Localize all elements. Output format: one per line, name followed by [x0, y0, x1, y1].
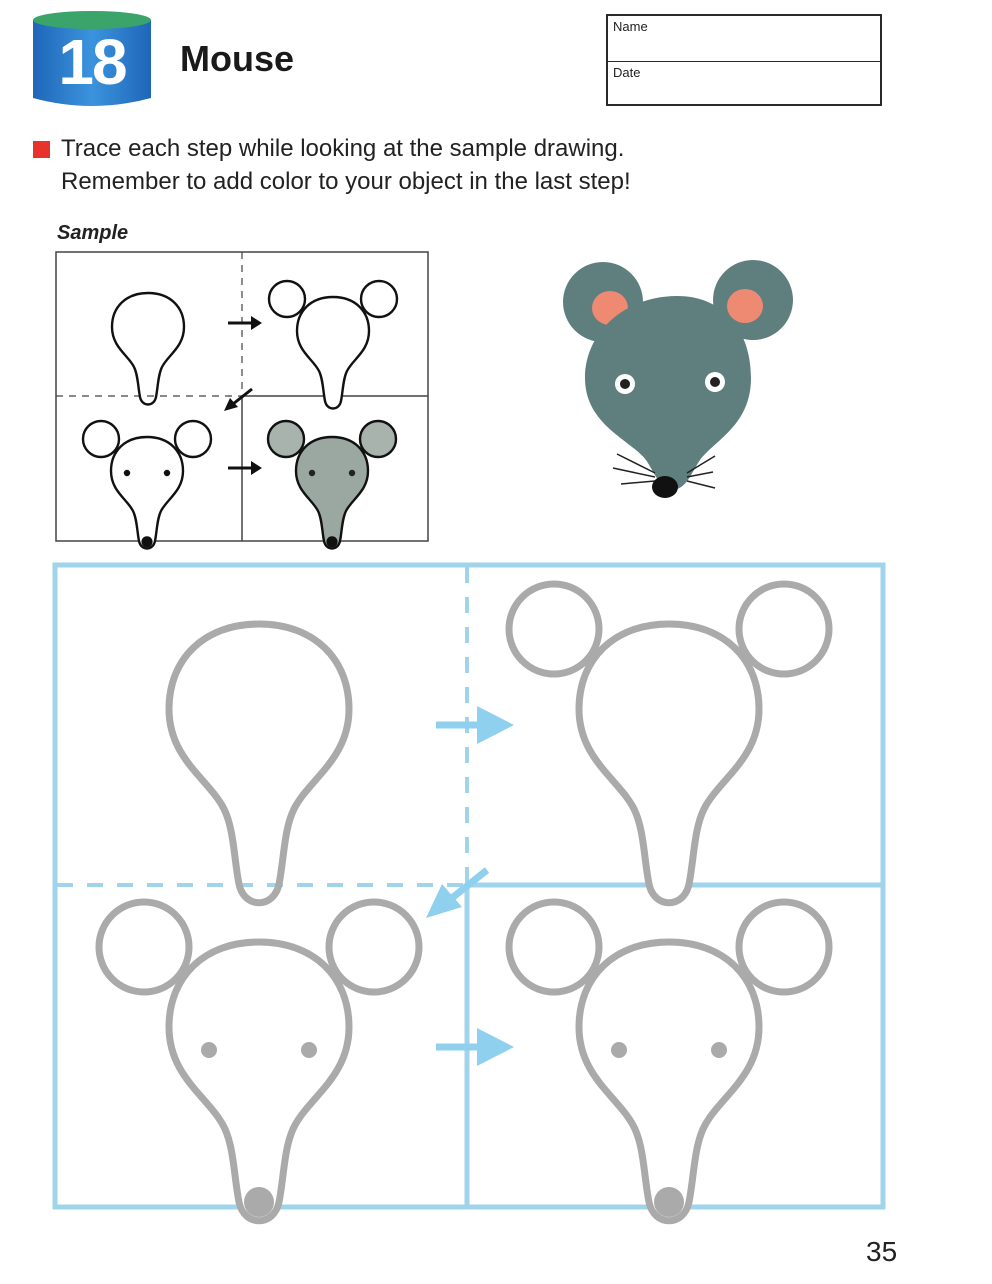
sample-grid [55, 251, 429, 542]
page-title: Mouse [180, 38, 295, 79]
instruction-line-1: Trace each step while looking at the sample drawing. [61, 135, 625, 162]
sample-label: Sample [57, 222, 129, 244]
lesson-number: 18 [58, 26, 126, 98]
tracing-area[interactable] [52, 562, 886, 1210]
date-field[interactable] [608, 62, 880, 108]
page-number: 35 [866, 1236, 898, 1267]
name-date-box [606, 14, 882, 106]
name-label: Name [613, 19, 648, 34]
name-field[interactable] [608, 16, 880, 62]
date-label: Date [613, 65, 641, 80]
mouse-illustration [555, 260, 795, 505]
instruction-bullet [33, 141, 50, 158]
instruction-line-2: Remember to add color to your object in the last step! [61, 168, 631, 195]
